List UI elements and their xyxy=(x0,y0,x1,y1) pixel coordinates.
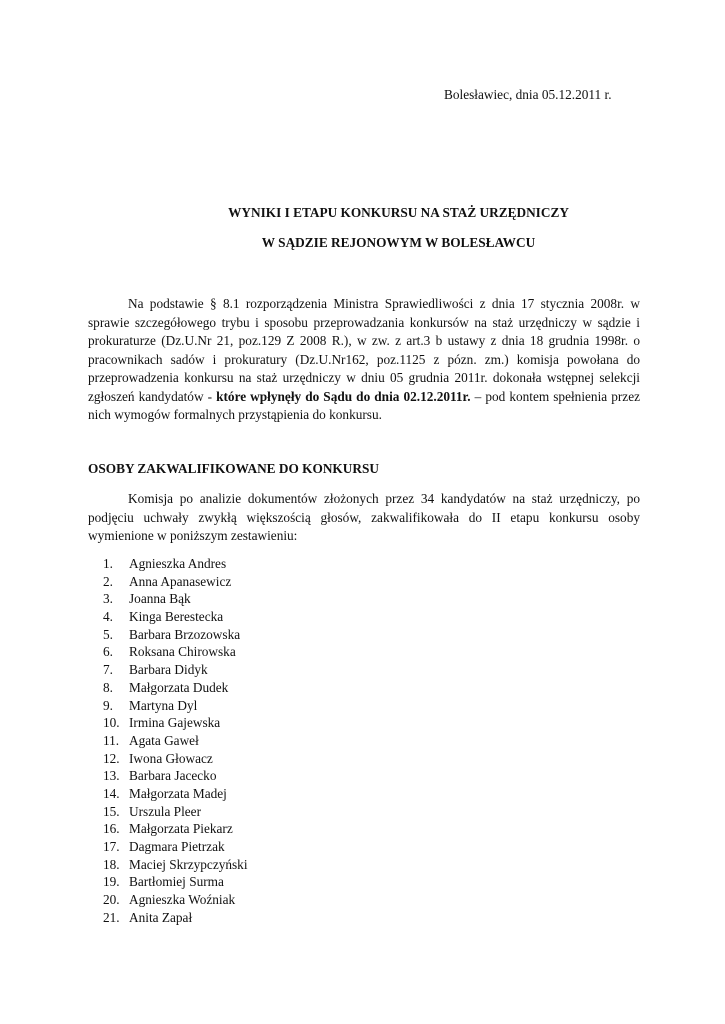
list-item-name: Maciej Skrzypczyński xyxy=(129,856,248,872)
section-heading: OSOBY ZAKWALIFIKOWANE DO KONKURSU xyxy=(88,461,379,476)
list-item xyxy=(103,803,248,821)
list-item-name: Kinga Berestecka xyxy=(129,609,224,625)
list-item-number: 4. xyxy=(103,609,113,625)
list-item-number: 19. xyxy=(103,874,120,890)
list-item xyxy=(103,626,248,644)
list-item-name: Roksana Chirowska xyxy=(129,644,236,660)
candidate-list xyxy=(103,555,248,926)
list-item-number: 9. xyxy=(103,697,113,713)
list-item-number: 11. xyxy=(103,732,120,748)
list-item-name: Bartłomiej Surma xyxy=(129,874,224,890)
list-item-number: 7. xyxy=(103,662,113,678)
list-item-name: Anita Zapał xyxy=(129,909,193,925)
list-item xyxy=(103,750,248,768)
list-item xyxy=(103,573,248,591)
list-item xyxy=(103,767,248,785)
intro-text-end: – pod kontem spełnienia przez nich wymogów formalnych przystąpienia do konkursu. xyxy=(88,388,640,422)
list-item-name: Agnieszka Woźniak xyxy=(129,892,236,908)
list-item xyxy=(103,838,248,856)
list-item xyxy=(103,820,248,838)
list-item-name: Agata Gaweł xyxy=(129,732,199,748)
list-item-name: Iwona Głowacz xyxy=(129,750,213,766)
list-item-name: Joanna Bąk xyxy=(129,591,191,607)
list-item xyxy=(103,643,248,661)
list-item-number: 3. xyxy=(103,591,113,607)
list-item xyxy=(103,891,248,909)
list-item xyxy=(103,873,248,891)
qualification-text: Komisja po analizie dokumentów złożonych przez 34 kandydatów na staż urzędniczy, po podjęciu uchwały zwykłą większością głosów, zakwalifikowała do II etapu konkursu osoby wymienione w poniższym zestawieniu: xyxy=(88,491,640,543)
list-item-name: Barbara Jacecko xyxy=(129,768,217,784)
list-item xyxy=(103,679,248,697)
list-item-number: 13. xyxy=(103,768,120,784)
list-item xyxy=(103,608,248,626)
list-item-name: Małgorzata Madej xyxy=(129,785,227,801)
list-item xyxy=(103,909,248,927)
list-item-name: Agnieszka Andres xyxy=(129,556,227,571)
list-item-number: 20. xyxy=(103,892,120,908)
intro-bold-text: które wpłynęły do Sądu do dnia 02.12.2011r. xyxy=(216,388,471,404)
intro-paragraph xyxy=(88,295,640,425)
list-item xyxy=(103,856,248,874)
list-item xyxy=(103,555,248,573)
list-item-number: 6. xyxy=(103,644,113,660)
list-item-name: Barbara Didyk xyxy=(129,662,208,678)
intro-text: Na podstawie § 8.1 rozporządzenia Ministra Sprawiedliwości z dnia 17 stycznia 2008r. w sprawie szczegółowego trybu i sposobu przeprowadzania konkursów na staż urzędniczy w sądzie i prokuraturze (Dz.U.Nr 21, poz.129 Z 2008 R.), w zw. z art.3 b ustawy z dnia 18 grudnia 1998r. o pracownikach sadów i prokuratury (Dz.U.Nr162, poz.1125 z pózn. zm.) komisja powołana do przeprowadzenia konkursu na staż urzędniczy w dniu 05 grudnia 2011r. dokonała wstępnej selekcji zgłoszeń kandydatów - xyxy=(88,296,640,404)
list-item-number: 14. xyxy=(103,785,120,801)
list-item-name: Małgorzata Dudek xyxy=(129,679,229,695)
list-item-name: Martyna Dyl xyxy=(129,697,198,713)
date-line: Bolesławiec, dnia 05.12.2011 r. xyxy=(444,87,612,102)
list-item-number: 12. xyxy=(103,750,120,766)
list-item-name: Irmina Gajewska xyxy=(129,715,221,731)
list-item-number: 16. xyxy=(103,821,120,837)
list-item xyxy=(103,785,248,803)
list-item xyxy=(103,714,248,732)
list-item-name: Dagmara Pietrzak xyxy=(129,839,225,854)
list-item-number: 15. xyxy=(103,803,120,819)
list-item xyxy=(103,732,248,750)
list-item xyxy=(103,697,248,715)
list-item-name: Anna Apanasewicz xyxy=(129,573,232,589)
list-item-number: 10. xyxy=(103,715,120,731)
list-item-number: 1. xyxy=(103,556,113,571)
list-item-name: Barbara Brzozowska xyxy=(129,626,241,642)
document-subtitle: W SĄDZIE REJONOWYM W BOLESŁAWCU xyxy=(261,235,536,250)
list-item-name: Urszula Pleer xyxy=(129,803,201,819)
list-item-number: 18. xyxy=(103,856,120,872)
qualification-paragraph xyxy=(88,490,640,546)
list-item-name: Małgorzata Piekarz xyxy=(129,821,233,837)
list-item-number: 8. xyxy=(103,679,113,695)
list-item-number: 2. xyxy=(103,573,113,589)
list-item xyxy=(103,661,248,679)
list-item-number: 17. xyxy=(103,839,120,854)
list-item-number: 21. xyxy=(103,909,120,925)
document-title: WYNIKI I ETAPU KONKURSU NA STAŻ URZĘDNICZY xyxy=(228,205,569,220)
list-item xyxy=(103,590,248,608)
list-item-number: 5. xyxy=(103,626,113,642)
